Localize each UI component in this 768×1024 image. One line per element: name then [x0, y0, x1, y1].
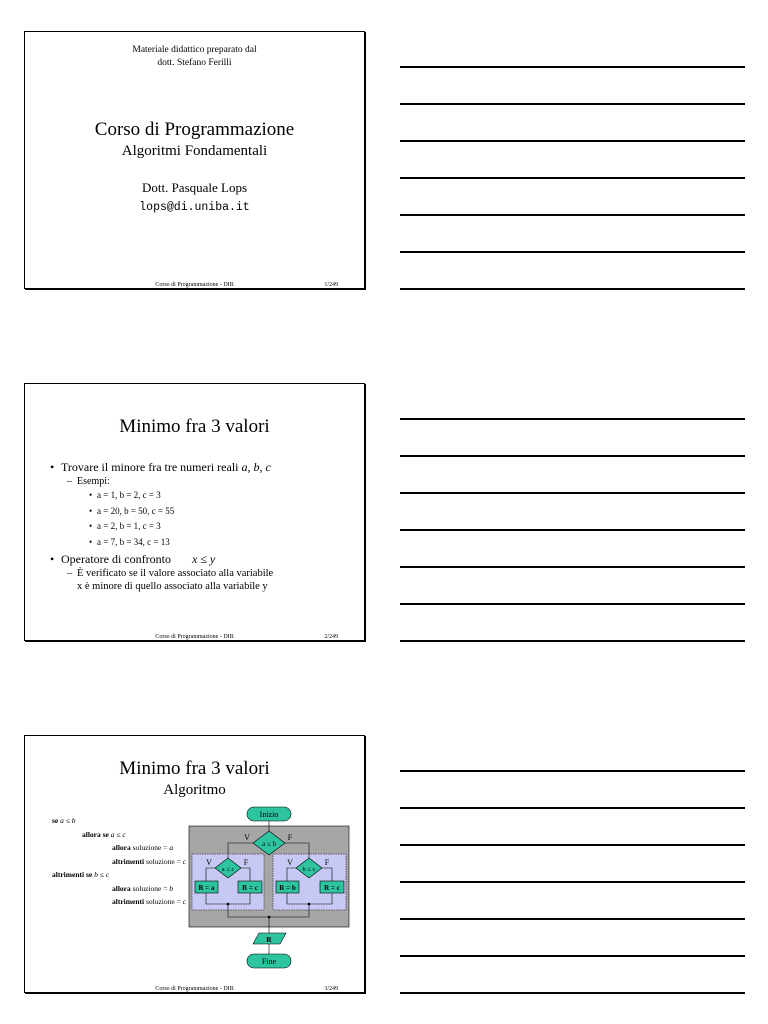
start-label: Inizio	[259, 810, 279, 819]
page-number: 3/249	[324, 986, 338, 992]
author-email: lops@di.uniba.it	[139, 201, 250, 214]
page-number: 1/249	[324, 282, 338, 288]
sub-bullet: – Esempi:	[67, 475, 358, 488]
bullet-item	[47, 552, 358, 567]
page-number: 2/249	[324, 634, 338, 640]
notes-line	[400, 177, 745, 179]
notes-line	[400, 103, 745, 105]
output-label: R	[266, 935, 272, 944]
footer-text: Corso di Programmazione - DIB	[155, 282, 234, 288]
slide-2	[24, 383, 365, 641]
author-name: Dott. Pasquale Lops	[141, 180, 248, 195]
notes-line	[400, 844, 745, 846]
slide-subtitle: Algoritmo	[163, 782, 226, 798]
slide-title: Minimo fra 3 valori	[119, 758, 270, 779]
true-label: V	[206, 858, 212, 867]
notes-line	[400, 288, 745, 290]
slide-title: Corso di Programmazione	[94, 119, 295, 140]
notes-line	[400, 640, 745, 642]
notes-line	[400, 807, 745, 809]
process-rc-left-label: R = c	[242, 884, 258, 892]
comparison-expression: x ≤ y	[191, 552, 216, 566]
decision-top-label: a ≤ b	[262, 840, 276, 848]
notes-line	[400, 770, 745, 772]
notes-line	[400, 529, 745, 531]
example-item: • a = 1, b = 2, c = 3	[89, 488, 358, 504]
notes-line	[400, 140, 745, 142]
notes-line	[400, 955, 745, 957]
end-label: Fine	[261, 957, 277, 966]
notes-line	[400, 418, 745, 420]
bullet-text: Trovare il minore fra tre numeri reali a, b, c	[61, 460, 271, 474]
notes-line	[400, 492, 745, 494]
notes-line	[400, 918, 745, 920]
process-rb-label: R = b	[279, 884, 296, 892]
footer-text: Corso di Programmazione - DIB	[155, 986, 234, 992]
sub-bullet-line: – È verificato se il valore associato alla variabile	[77, 568, 274, 579]
decision-right-label: b ≤ c	[302, 866, 316, 873]
false-label: F	[243, 858, 249, 867]
sub-bullet	[67, 567, 358, 593]
code-line: allora soluzione = a	[112, 843, 174, 852]
notes-line	[400, 251, 745, 253]
code-line: altrimenti soluzione = c	[112, 897, 187, 906]
example-item: • a = 2, b = 1, c = 3	[89, 519, 358, 535]
slide-subtitle: Algoritmi Fondamentali	[121, 143, 268, 159]
flowchart	[24, 735, 365, 993]
true-label: V	[244, 833, 250, 842]
false-label: F	[324, 858, 330, 867]
notes-line	[400, 603, 745, 605]
footer-text: Corso di Programmazione - DIB	[155, 634, 234, 640]
notes-line	[400, 566, 745, 568]
sub-bullet-line: x è minore di quello associato alla variabile y	[77, 581, 268, 592]
header-line-2: dott. Stefano Ferilli	[157, 58, 232, 68]
process-rc-right-label: R = c	[324, 884, 340, 892]
notes-line	[400, 66, 745, 68]
false-label: F	[287, 833, 293, 842]
example-item: • a = 7, b = 34, c = 13	[89, 535, 358, 551]
code-line: altrimenti se b ≤ c	[52, 870, 110, 879]
true-label: V	[287, 858, 293, 867]
header-line-1: Materiale didattico preparato dal	[132, 45, 257, 55]
example-item: • a = 20, b = 50, c = 55	[89, 504, 358, 520]
bullet-list	[47, 460, 358, 593]
notes-line	[400, 992, 745, 994]
slide-1	[24, 31, 365, 289]
notes-line	[400, 214, 745, 216]
process-ra-label: R = a	[198, 884, 215, 892]
decision-left-label: a ≤ c	[221, 866, 235, 873]
code-line: altrimenti soluzione = c	[112, 856, 187, 866]
slide-3	[24, 735, 365, 993]
code-line: allora se a ≤ c	[82, 829, 126, 839]
notes-line	[400, 881, 745, 883]
code-line: allora soluzione = b	[112, 883, 174, 893]
slide-title: Minimo fra 3 valori	[119, 416, 270, 437]
bullet-text: Operatore di confronto	[61, 552, 171, 566]
code-line: se a ≤ b	[52, 816, 76, 825]
bullet-item	[47, 460, 358, 475]
notes-line	[400, 455, 745, 457]
